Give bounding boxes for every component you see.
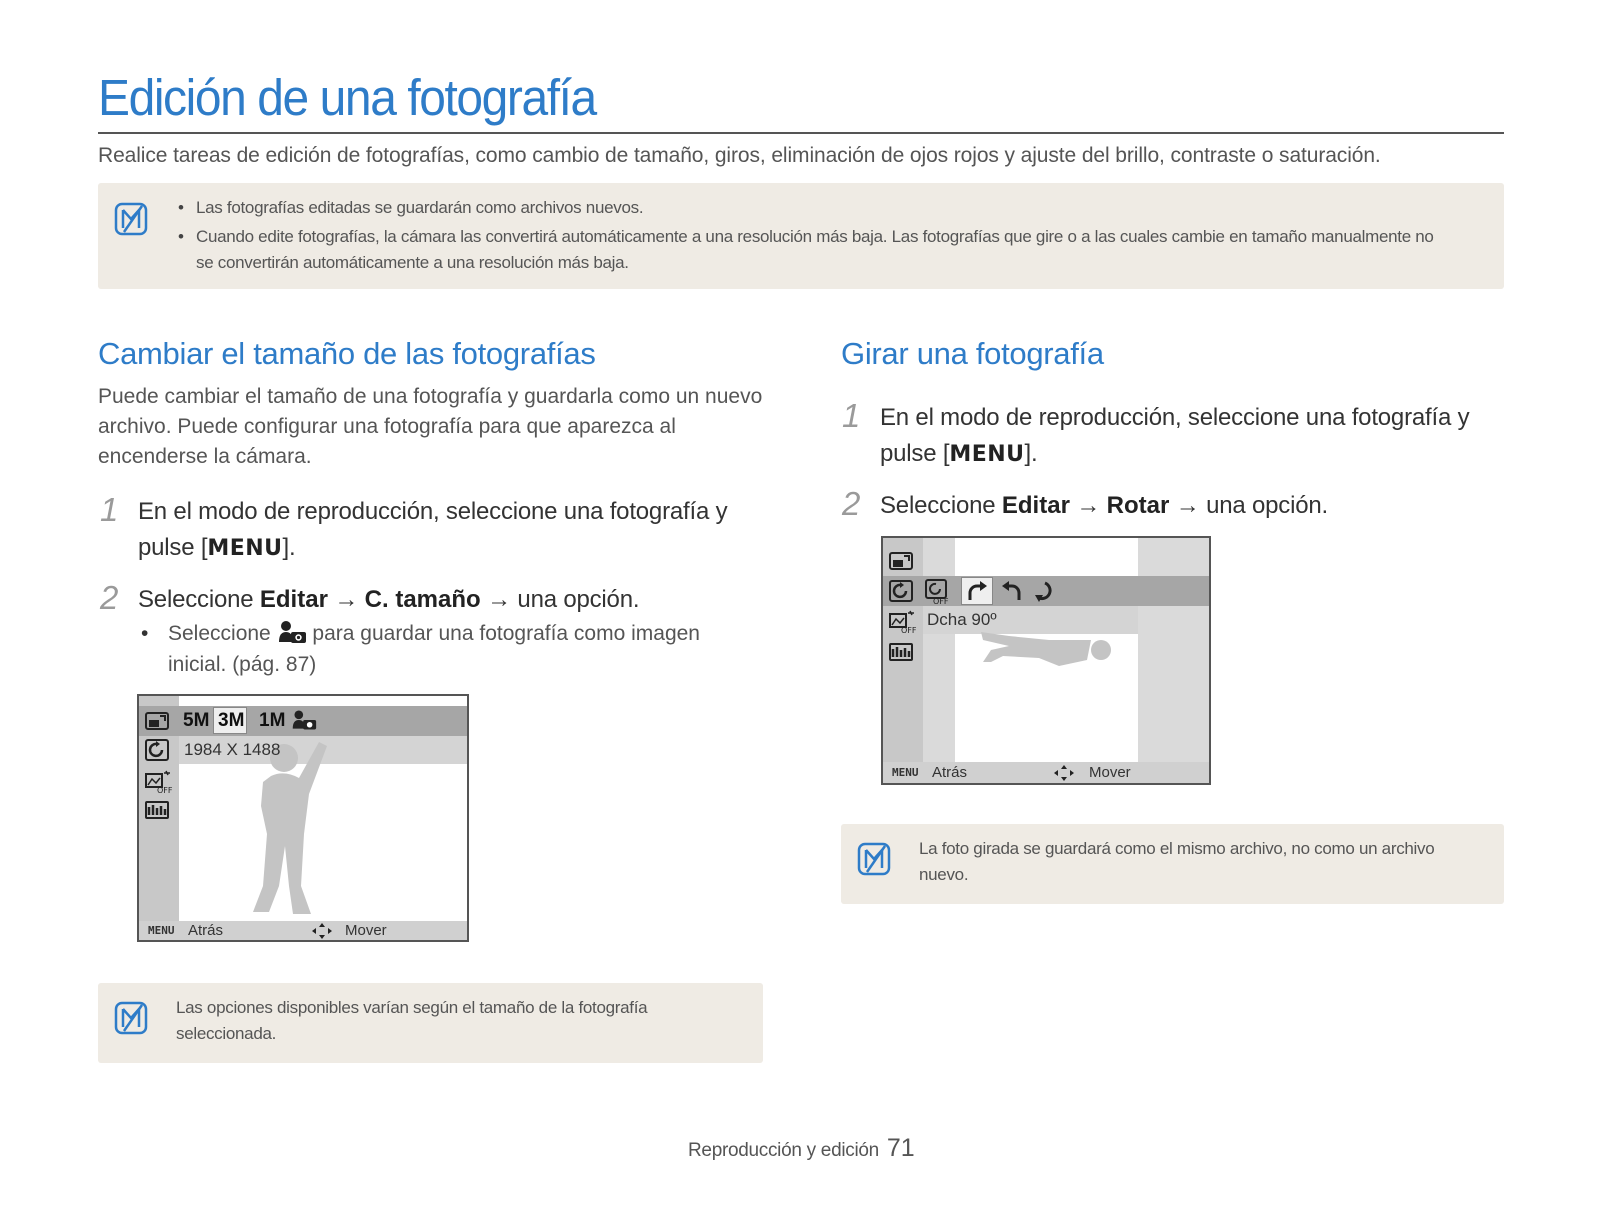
menu-button-label: MENU bbox=[949, 442, 1025, 467]
back-label: Atrás bbox=[188, 922, 224, 939]
resize-note-box bbox=[98, 983, 763, 1063]
menu-key-label: MENU bbox=[892, 766, 919, 779]
svg-text:OFF: OFF bbox=[901, 626, 917, 634]
resize-heading: Cambiar el tamaño de las fotografías bbox=[98, 336, 596, 371]
rotate-step-1 bbox=[842, 397, 1522, 480]
resize-menu-icon bbox=[145, 711, 169, 731]
menu-key-label: MENU bbox=[148, 924, 175, 937]
start-image-icon bbox=[277, 620, 307, 644]
bullet-text: para guardar una fotografía como imagen inicial. (pág. 87) bbox=[168, 622, 700, 676]
arrow: → bbox=[1169, 492, 1207, 519]
step-number: 2 bbox=[100, 579, 119, 616]
resize-bullet bbox=[168, 618, 758, 680]
note-item: • Cuando edite fotografías, la cámara las convertirá automáticamente a una resolución más baja. Las fotografías que gire o a las cuales cambie en tamaño manualmente no se convertirán automáticamente a una resolución más baja. bbox=[176, 224, 1436, 276]
move-icon bbox=[311, 922, 333, 940]
resize-step-2 bbox=[100, 579, 780, 622]
rotate-camera-screen bbox=[881, 536, 1211, 785]
step-text-part: En el modo de reproducción, seleccione una fotografía y pulse [ bbox=[138, 498, 728, 561]
arrow: → bbox=[1069, 492, 1107, 519]
note-icon bbox=[857, 842, 891, 876]
red-eye-off-icon bbox=[145, 770, 173, 794]
rotation-label: Dcha 90º bbox=[927, 610, 997, 629]
move-label: Mover bbox=[1089, 764, 1131, 781]
adjust-menu-icon bbox=[145, 800, 169, 820]
step-text-part: una opción. bbox=[517, 586, 640, 613]
rotate-heading: Girar una fotografía bbox=[841, 336, 1104, 371]
red-eye-off-icon bbox=[889, 610, 917, 634]
move-label: Mover bbox=[345, 922, 387, 939]
step-number: 1 bbox=[842, 397, 861, 434]
title-divider bbox=[98, 132, 1504, 134]
step-text-part: Seleccione bbox=[138, 586, 260, 613]
adjust-menu-icon bbox=[889, 642, 913, 662]
note-item: • Las fotografías editadas se guardarán como archivos nuevos. bbox=[176, 195, 1436, 221]
move-icon bbox=[1053, 764, 1075, 782]
step-text bbox=[880, 400, 1520, 473]
rotate-note-text: La foto girada se guardará como el mismo archivo, no como un archivo nuevo. bbox=[919, 839, 1435, 884]
menu-path-resize: C. tamaño bbox=[364, 586, 481, 613]
top-note-box bbox=[98, 183, 1504, 289]
option-1m[interactable]: 1M bbox=[259, 710, 286, 731]
option-5m[interactable]: 5M bbox=[183, 710, 210, 731]
rotate-step-2 bbox=[842, 485, 1522, 528]
menu-button-label: MENU bbox=[207, 536, 283, 561]
person-silhouette bbox=[249, 736, 349, 924]
rotate-left-icon[interactable] bbox=[1000, 580, 1024, 602]
menu-path-editar: Editar bbox=[259, 586, 328, 613]
resize-step-1 bbox=[100, 491, 780, 574]
arrow: → bbox=[327, 586, 365, 613]
step-text-part: ]. bbox=[282, 534, 296, 561]
svg-text:OFF: OFF bbox=[933, 597, 949, 605]
option-3m[interactable]: 3M bbox=[218, 710, 245, 731]
page-number: 71 bbox=[886, 1134, 915, 1162]
resize-menu-icon bbox=[889, 551, 913, 571]
top-note-text bbox=[176, 195, 1436, 276]
footer-section: Reproducción y edición bbox=[688, 1140, 879, 1161]
step-number: 2 bbox=[842, 485, 861, 522]
menu-path-rotar: Rotar bbox=[1106, 492, 1170, 519]
rotate-menu-icon bbox=[889, 580, 913, 602]
resize-camera-screen bbox=[137, 694, 469, 942]
rotate-off-icon[interactable] bbox=[925, 579, 953, 605]
rotate-right-icon[interactable] bbox=[965, 580, 989, 602]
step-number: 1 bbox=[100, 491, 119, 528]
svg-text:OFF: OFF bbox=[157, 786, 173, 794]
step-text bbox=[138, 582, 639, 618]
resize-description: Puede cambiar el tamaño de una fotografía y guardarla como un nuevo archivo. Puede configurar una fotografía para que aparezca al encenderse la cámara. bbox=[98, 385, 763, 468]
note-icon bbox=[114, 202, 148, 236]
step-text-part: una opción. bbox=[1206, 492, 1328, 519]
start-image-option-icon[interactable] bbox=[291, 709, 317, 731]
note-icon bbox=[114, 1001, 148, 1035]
back-label: Atrás bbox=[932, 764, 968, 781]
rotate-menu-icon bbox=[145, 739, 169, 761]
resolution-label: 1984 X 1488 bbox=[184, 740, 281, 759]
step-text-part: En el modo de reproducción, seleccione una fotografía y pulse [ bbox=[880, 404, 1470, 467]
arrow: → bbox=[480, 586, 518, 613]
step-text bbox=[880, 488, 1328, 524]
page-footer bbox=[688, 1134, 915, 1163]
step-text-part: ]. bbox=[1024, 440, 1038, 467]
page-subtitle: Realice tareas de edición de fotografías, como cambio de tamaño, giros, eliminación de ojos rojos y ajuste del brillo, contraste o saturación. bbox=[98, 144, 1381, 167]
rotated-person-silhouette bbox=[979, 626, 1119, 686]
step-text bbox=[138, 494, 778, 567]
rotate-180-icon[interactable] bbox=[1033, 579, 1057, 603]
step-text-part: Seleccione bbox=[880, 492, 1002, 519]
menu-path-editar: Editar bbox=[1001, 492, 1070, 519]
page-title: Edición de una fotografía bbox=[98, 69, 596, 126]
rotate-note-box bbox=[841, 824, 1504, 904]
resize-note-text: Las opciones disponibles varían según el tamaño de la fotografía seleccionada. bbox=[176, 998, 648, 1043]
bullet-text: Seleccione bbox=[168, 622, 277, 645]
